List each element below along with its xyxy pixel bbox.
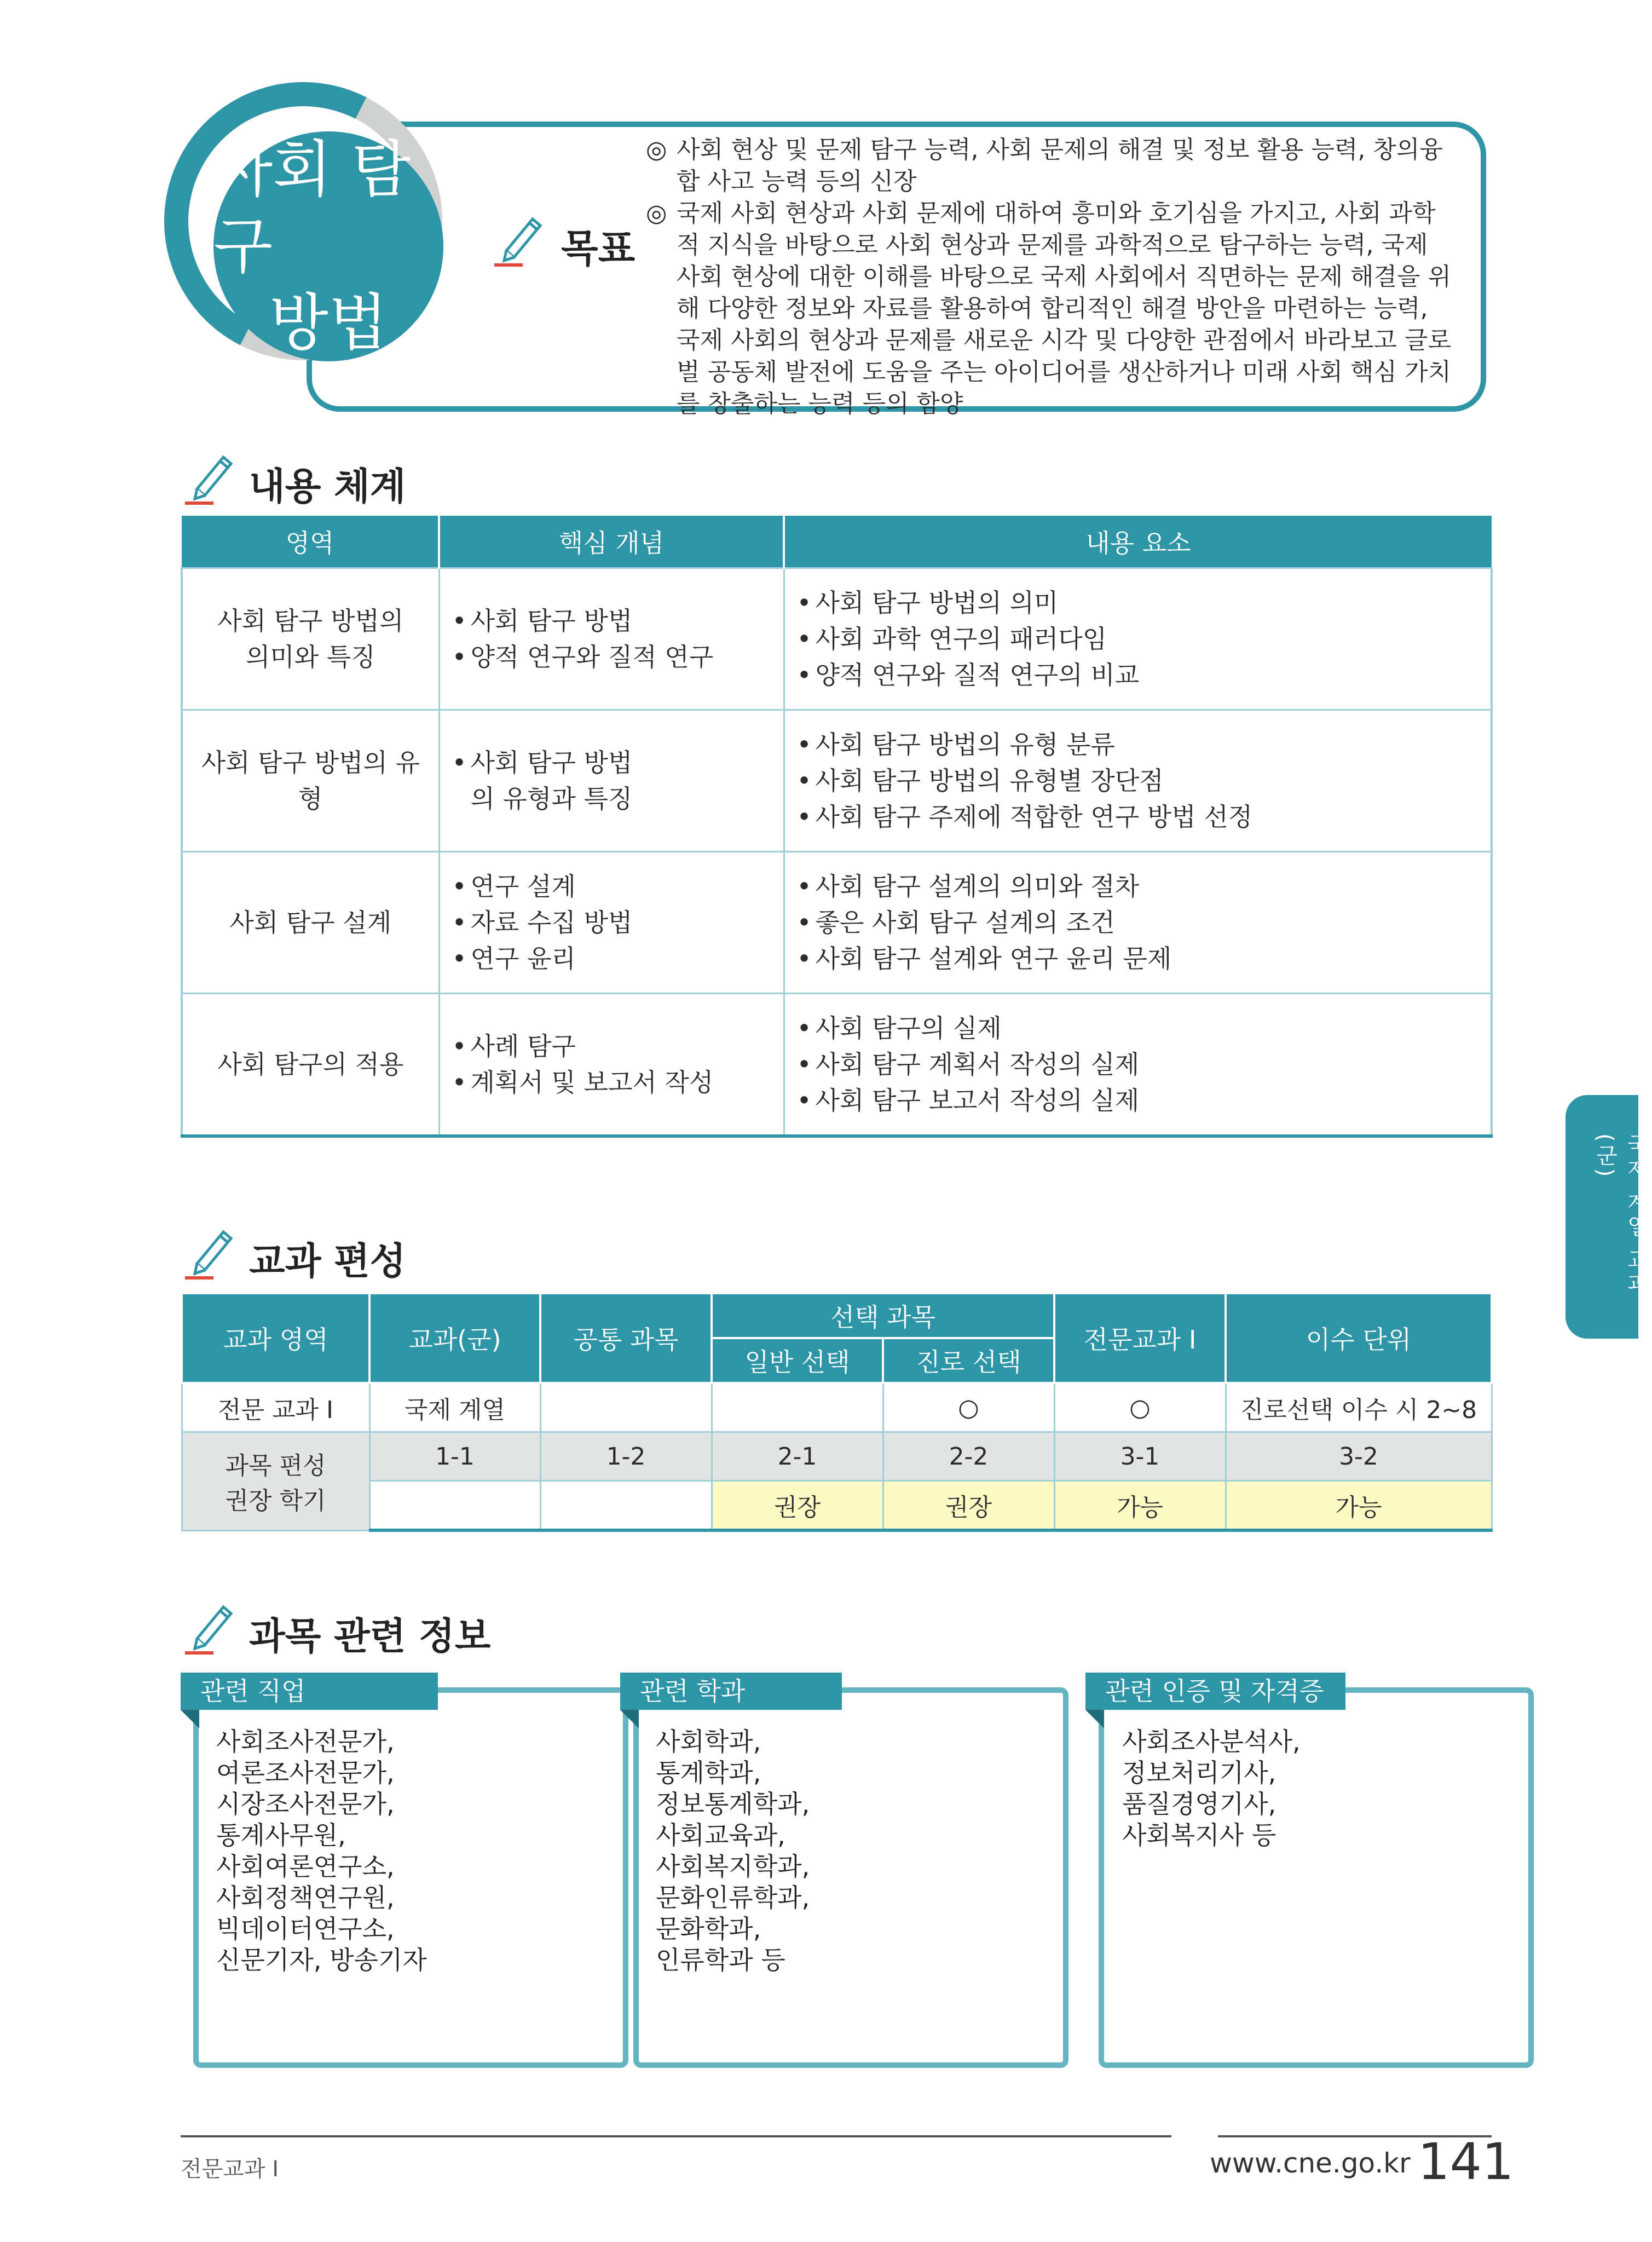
list-item: • 사회 탐구 방법의 유형 분류 — [796, 727, 1480, 763]
list-item: 문화인류학과, — [656, 1883, 810, 1912]
concept-cell — [439, 710, 784, 852]
semester-label: 권장 학기 — [225, 1487, 326, 1515]
recommend-cell: 가능 — [1226, 1481, 1492, 1531]
footer-url[interactable]: www.cne.go.kr — [1210, 2147, 1411, 2179]
column-header: 교과 영역 — [182, 1293, 369, 1383]
card-label-fold — [1085, 1710, 1104, 1728]
goal-list — [646, 134, 1456, 420]
list-item: 통계학과, — [656, 1758, 761, 1788]
subject-title-line2: 방법 — [269, 287, 388, 359]
area-cell — [182, 852, 439, 994]
curriculum-table — [181, 1292, 1493, 1532]
table-cell: ○ — [1054, 1383, 1226, 1432]
page-number: 141 — [1418, 2133, 1514, 2191]
recommend-cell — [369, 1481, 540, 1531]
card-label-fold — [620, 1710, 639, 1728]
pencil-icon — [181, 446, 235, 506]
area-cell — [182, 994, 439, 1137]
list-item: 정보처리기사, — [1122, 1758, 1276, 1788]
section-title-related-info: 과목 관련 정보 — [249, 1615, 491, 1658]
table-cell — [712, 1383, 883, 1432]
table-cell — [540, 1383, 712, 1432]
related-departments-list — [656, 1726, 810, 1976]
element-cell — [784, 568, 1492, 710]
column-header: 진로 선택 — [883, 1338, 1054, 1383]
list-item: • 사회 탐구 방법의 유형과 특징 — [451, 745, 651, 817]
list-item: • 사례 탐구 — [451, 1028, 772, 1064]
semester-cell: 2-1 — [712, 1432, 883, 1481]
semester-cell: 3-1 — [1054, 1432, 1226, 1481]
table-row — [182, 1481, 1492, 1531]
card-label: 관련 인증 및 자격증 — [1085, 1673, 1345, 1710]
list-item: 사회학과, — [656, 1727, 761, 1756]
list-item: • 사회 탐구 방법의 의미 — [796, 585, 1480, 621]
semester-cell: 1-2 — [540, 1432, 712, 1481]
list-item: • 사회 탐구 방법 — [451, 603, 772, 639]
list-item: • 사회 탐구 설계와 연구 윤리 문제 — [796, 941, 1480, 977]
area-cell — [182, 568, 439, 710]
list-item: • 사회 탐구 방법의 유형별 장단점 — [796, 763, 1480, 799]
list-item: 사회복지학과, — [656, 1852, 810, 1881]
semester-cell: 3-2 — [1226, 1432, 1492, 1481]
list-item: • 자료 수집 방법 — [451, 904, 772, 941]
list-item: • 사회 탐구 주제에 적합한 연구 방법 선정 — [796, 799, 1480, 835]
table-cell: 진로선택 이수 시 2~8 — [1226, 1383, 1492, 1432]
table-row — [182, 1383, 1492, 1432]
area-text: 사회 탐구 방법의 — [217, 606, 404, 636]
element-cell — [784, 710, 1492, 852]
list-item: 사회복지사 등 — [1122, 1820, 1276, 1850]
concept-cell — [439, 568, 784, 710]
goal-item — [646, 198, 1456, 420]
column-header: 교과(군) — [369, 1293, 540, 1383]
column-header: 이수 단위 — [1226, 1293, 1492, 1383]
semester-label: 과목 편성 — [225, 1452, 326, 1480]
list-item: 정보통계학과, — [656, 1789, 810, 1819]
semester-label-cell — [182, 1432, 369, 1531]
list-item: 사회조사전문가, — [216, 1727, 395, 1756]
recommend-cell: 가능 — [1054, 1481, 1226, 1531]
list-item: 통계사무원, — [216, 1820, 346, 1850]
section-title-content-system: 내용 체계 — [249, 465, 406, 509]
area-text: 의미와 특징 — [245, 642, 376, 672]
pencil-icon — [181, 1596, 235, 1656]
column-header: 전문교과 I — [1054, 1293, 1226, 1383]
double-circle-icon: ◎ — [646, 136, 667, 164]
table-cell: 전문 교과 I — [182, 1383, 369, 1432]
card-label-fold — [181, 1710, 199, 1728]
list-item: 시장조사전문가, — [216, 1789, 395, 1819]
footer-rule — [181, 2135, 1171, 2137]
subject-title-line1: 사회 탐구 — [213, 134, 411, 282]
list-item: • 연구 윤리 — [451, 941, 772, 977]
recommend-cell: 권장 — [712, 1481, 883, 1531]
element-cell — [784, 852, 1492, 994]
list-item: • 양적 연구와 질적 연구 — [451, 639, 772, 675]
list-item: • 좋은 사회 탐구 설계의 조건 — [796, 904, 1480, 941]
list-item: 여론조사전문가, — [216, 1758, 395, 1788]
side-section-tab-label: 국제 계열 교과(군) — [1592, 1133, 1649, 1296]
list-item: 사회여론연구소, — [216, 1852, 395, 1881]
table-row — [182, 1432, 1492, 1481]
list-item: • 사회 탐구 설계의 의미와 절차 — [796, 868, 1480, 904]
recommend-cell — [540, 1481, 712, 1531]
element-cell — [784, 994, 1492, 1137]
list-item: 사회정책연구원, — [216, 1883, 395, 1912]
semester-cell: 2-2 — [883, 1432, 1054, 1481]
list-item: 빅데이터연구소, — [216, 1914, 395, 1944]
related-jobs-list — [216, 1726, 427, 1976]
area-text: 사회 탐구의 적용 — [217, 1050, 404, 1079]
list-item: 문화학과, — [656, 1914, 761, 1944]
column-header: 일반 선택 — [712, 1338, 883, 1383]
list-item: 사회조사분석사, — [1122, 1727, 1301, 1756]
column-header: 공통 과목 — [540, 1293, 712, 1383]
list-item: • 양적 연구와 질적 연구의 비교 — [796, 657, 1480, 693]
goal-label: 목표 — [561, 226, 636, 271]
pencil-icon — [490, 208, 545, 268]
table-row — [182, 568, 1492, 710]
column-header: 핵심 개념 — [439, 516, 784, 568]
semester-cell: 1-1 — [369, 1432, 540, 1481]
content-system-table — [181, 516, 1493, 1138]
recommend-cell: 권장 — [883, 1481, 1054, 1531]
column-header: 영역 — [182, 516, 439, 568]
column-header: 내용 요소 — [784, 516, 1492, 568]
card-label: 관련 직업 — [181, 1673, 438, 1710]
concept-cell — [439, 852, 784, 994]
area-text: 사회 탐구 방법의 유형 — [201, 748, 420, 814]
list-item: • 계획서 및 보고서 작성 — [451, 1064, 772, 1100]
subject-title-badge — [213, 131, 443, 361]
table-cell: ○ — [883, 1383, 1054, 1432]
goal-text: 사회 현상 및 문제 탐구 능력, 사회 문제의 해결 및 정보 활용 능력, 창의융합 사고 능력 등의 신장 — [677, 136, 1443, 195]
list-item: 인류학과 등 — [656, 1945, 785, 1975]
pencil-icon — [181, 1221, 235, 1281]
list-item: • 사회 탐구 계획서 작성의 실제 — [796, 1046, 1480, 1082]
table-cell: 국제 계열 — [369, 1383, 540, 1432]
list-item: 사회교육과, — [656, 1820, 785, 1850]
side-section-tab[interactable] — [1566, 1095, 1649, 1339]
double-circle-icon: ◎ — [646, 199, 667, 227]
list-item: 신문기자, 방송기자 — [216, 1945, 427, 1975]
table-row — [182, 710, 1492, 852]
table-row — [182, 994, 1492, 1137]
goal-item — [646, 134, 1456, 198]
list-item: • 사회 탐구 보고서 작성의 실제 — [796, 1082, 1480, 1119]
list-item: • 연구 설계 — [451, 868, 772, 904]
list-item: 품질경영기사, — [1122, 1789, 1276, 1819]
card-label: 관련 학과 — [620, 1673, 842, 1710]
area-cell — [182, 710, 439, 852]
related-certificates-list — [1122, 1726, 1301, 1851]
table-row — [182, 852, 1492, 994]
list-item: • 사회 탐구의 실제 — [796, 1010, 1480, 1046]
section-title-curriculum: 교과 편성 — [249, 1240, 406, 1283]
column-header: 선택 과목 — [712, 1293, 1054, 1338]
footer-book-title: 전문교과 Ⅰ — [181, 2157, 279, 2182]
goal-text: 국제 사회 현상과 사회 문제에 대하여 흥미와 호기심을 가지고, 사회 과학적 지식을 바탕으로 사회 현상과 문제를 과학적으로 탐구하는 능력, 국제 사회 현상에 대한 이해를 바탕으로 국제 사회에서 직면하는 문제 해결을 위해 다양한 정보와 자료를 활용하여 합리적인 해결 방안을 마련하는 능력, 국제 사회의 현상과 문제를 새로운 시각 및 다양한 관점에서 바라보고 글로벌 공동체 발전에 도움을 주는 아이디어를 생산하거나 미래 사회 핵심 가치를 창출하는 능력 등의 함양 — [677, 199, 1451, 418]
area-text: 사회 탐구 설계 — [229, 908, 392, 937]
concept-cell — [439, 994, 784, 1137]
list-item: • 사회 과학 연구의 패러다임 — [796, 621, 1480, 657]
